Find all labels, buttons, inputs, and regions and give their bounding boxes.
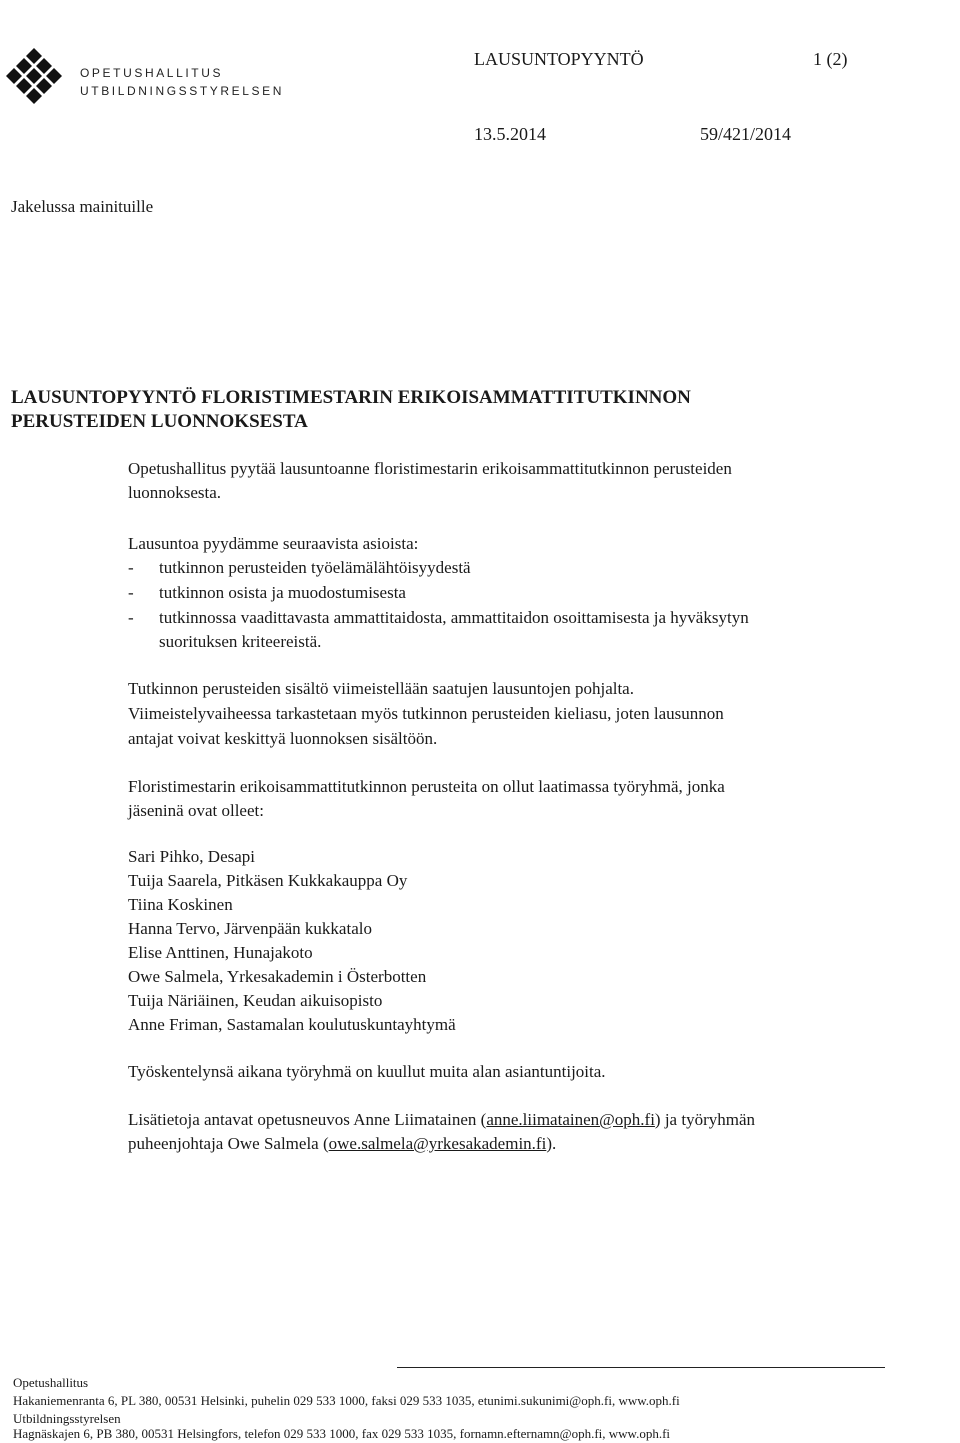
- intro-paragraph-line1: Opetushallitus pyytää lausuntoanne floristimestarin erikoisammattitutkinnon perusteiden: [128, 459, 732, 478]
- contact-prefix: Lisätietoja antavat opetusneuvos Anne Liimatainen (: [128, 1110, 487, 1129]
- member-item: Tuija Näriäinen, Keudan aikuisopisto: [128, 991, 383, 1010]
- list-item: -: [128, 558, 134, 577]
- member-item: Owe Salmela, Yrkesakademin i Österbotten: [128, 967, 427, 986]
- member-item: Elise Anttinen, Hunajakoto: [128, 943, 313, 962]
- footer-org-sv: Utbildningsstyrelsen: [13, 1411, 121, 1426]
- paragraph3-line2: jäseninä ovat olleet:: [128, 801, 264, 820]
- footer-org-fi: Opetushallitus: [13, 1375, 89, 1390]
- footer-address-sv: Hagnäskajen 6, PB 380, 00531 Helsingfors, telefon 029 533 1000, fax 029 533 1035, fornamn.efternamn@oph.fi, www.oph.fi: [13, 1426, 671, 1441]
- member-item: Anne Friman, Sastamalan koulutuskuntayhtymä: [128, 1015, 456, 1034]
- page-number: 1 (2): [813, 49, 848, 69]
- list-item: -: [128, 583, 134, 602]
- contact-line1: [128, 1108, 755, 1132]
- list-item-text: tutkinnon perusteiden työelämälähtöisyydestä: [159, 558, 471, 577]
- member-item: Sari Pihko, Desapi: [128, 847, 256, 866]
- org-name-sv: UTBILDNINGSSTYRELSEN: [80, 84, 285, 98]
- org-name-fi: OPETUSHALLITUS: [80, 66, 224, 80]
- contact-suffix2: ).: [546, 1134, 557, 1153]
- email-link-liimatainen[interactable]: anne.liimatainen@oph.fi: [486, 1110, 655, 1129]
- intro-paragraph-line2: luonnoksesta.: [128, 483, 222, 502]
- list-item: -: [128, 608, 134, 627]
- member-item: Tuija Saarela, Pitkäsen Kukkakauppa Oy: [128, 871, 408, 890]
- paragraph2-line1: Tutkinnon perusteiden sisältö viimeistellään saatujen lausuntojen pohjalta.: [128, 679, 634, 698]
- footer-divider: [397, 1367, 885, 1368]
- contact-middle: ) ja työryhmän: [654, 1110, 756, 1129]
- request-heading: Lausuntoa pyydämme seuraavista asioista:: [128, 534, 419, 553]
- document-date: 13.5.2014: [474, 124, 546, 144]
- list-item-text: tutkinnon osista ja muodostumisesta: [159, 583, 406, 602]
- contact-line2: [128, 1132, 556, 1156]
- document-title-line2: PERUSTEIDEN LUONNOKSESTA: [11, 411, 308, 432]
- document-title-line1: LAUSUNTOPYYNTÖ FLORISTIMESTARIN ERIKOISAMMATTITUTKINNON: [11, 387, 691, 408]
- email-link-salmela[interactable]: owe.salmela@yrkesakademin.fi: [328, 1134, 547, 1153]
- paragraph2-line2: Viimeistelyvaiheessa tarkastetaan myös tutkinnon perusteiden kieliasu, joten lausunnon: [128, 704, 724, 723]
- contact-prefix2: puheenjohtaja Owe Salmela (: [128, 1134, 329, 1153]
- list-item-continuation: suorituksen kriteereistä.: [159, 632, 322, 651]
- opetushallitus-logo: [4, 48, 72, 108]
- recipient: Jakelussa mainituille: [11, 197, 154, 216]
- footer-address-fi: Hakaniemenranta 6, PL 380, 00531 Helsinki, puhelin 029 533 1000, faksi 029 533 1035, etunimi.sukunimi@oph.fi, www.oph.fi: [13, 1393, 680, 1408]
- paragraph4: Työskentelynsä aikana työryhmä on kuullut muita alan asiantuntijoita.: [128, 1062, 606, 1081]
- member-item: Hanna Tervo, Järvenpään kukkatalo: [128, 919, 372, 938]
- paragraph3-line1: Floristimestarin erikoisammattitutkinnon perusteita on ollut laatimassa työryhmä, jonka: [128, 777, 725, 796]
- document-type: LAUSUNTOPYYNTÖ: [474, 49, 644, 69]
- document-reference: 59/421/2014: [700, 124, 792, 144]
- list-item-text: tutkinnossa vaadittavasta ammattitaidosta, ammattitaidon osoittamisesta ja hyväksytyn: [159, 608, 749, 627]
- paragraph2-line3: antajat voivat keskittyä luonnoksen sisältöön.: [128, 729, 438, 748]
- member-item: Tiina Koskinen: [128, 895, 233, 914]
